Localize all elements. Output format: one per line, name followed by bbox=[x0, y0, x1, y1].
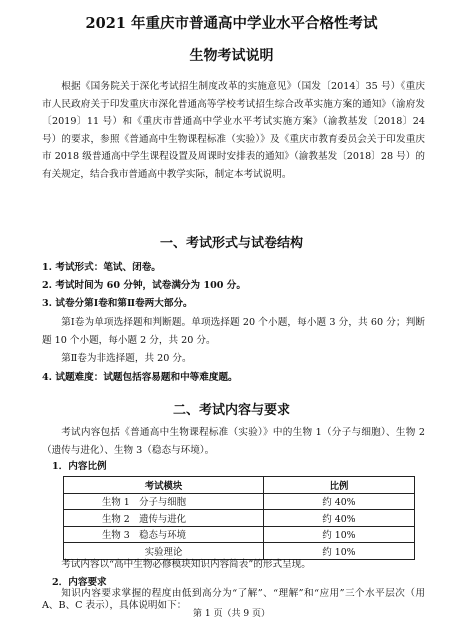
section1-para1: 第Ⅰ卷为单项选择题和判断题。单项选择题 20 个小题，每小题 3 分，共 60 分；判断题 10 个小题，每小题 2 分，共 20 分。 bbox=[42, 317, 425, 346]
table-row bbox=[64, 526, 415, 543]
table-cell: 约 10% bbox=[264, 526, 415, 543]
table-cell: 生物 1 分子与细胞 bbox=[64, 493, 264, 510]
content-requirement-heading: 2．内容要求 bbox=[52, 577, 107, 588]
intro-paragraph: 根据《国务院关于深化考试招生制度改革的实施意见》（国发〔2014〕35 号）《重庆市人民政府关于印发重庆市深化普通高等学校考试招生综合改革实施方案的通知》（渝府发〔2019〕11 号）和《重庆市普通高中学业水平考试实施方案》（渝教基发〔2018〕24 号）的要求，参照《普通高中生物课程标准（实验）》及《重庆市教育委员会关于印发重庆市 2018 级普通高中学生课程设置及周课时安排表的通知》（渝教基发〔2018〕28 号）的有关规定，结合我市普通高中教学实际，制定本考试说明。 bbox=[42, 81, 425, 180]
section1-heading: 一、考试形式与试卷结构 bbox=[159, 236, 303, 251]
table-header-cell: 比例 bbox=[264, 477, 415, 494]
section2-intro: 考试内容包括《普通高中生物课程标准（实验）》中的生物 1（分子与细胞）、生物 2（遗传与进化）、生物 3（稳态与环境）。 bbox=[42, 427, 425, 456]
requirement-paragraph: 知识内容要求掌握的程度由低到高分为“了解”、“理解”和“应用”三个水平层次（用 A、B、C 表示），具体说明如下： bbox=[42, 588, 425, 611]
after-table-note: 考试内容以“高中生物必修模块知识内容简表”的形式呈现。 bbox=[61, 559, 311, 570]
table-header-row bbox=[64, 477, 415, 494]
table-cell: 约 40% bbox=[264, 493, 415, 510]
section1-item4: 4. 试题难度：试题包括容易题和中等难度题。 bbox=[42, 372, 238, 383]
table-cell: 生物 2 遗传与进化 bbox=[64, 510, 264, 527]
content-ratio-heading: 1．内容比例 bbox=[52, 461, 107, 472]
table-header-cell: 考试模块 bbox=[64, 477, 264, 494]
section1-item2: 2. 考试时间为 60 分钟，试卷满分为 100 分。 bbox=[42, 280, 246, 291]
section1-para2: 第Ⅱ卷为非选择题，共 20 分。 bbox=[61, 353, 192, 364]
table-cell: 约 40% bbox=[264, 510, 415, 527]
document-title: 2021 年重庆市普通高中学业水平合格性考试 bbox=[85, 15, 378, 32]
page-footer: 第 1 页（共 9 页） bbox=[193, 609, 270, 619]
document-subtitle: 生物考试说明 bbox=[189, 48, 274, 64]
table-row bbox=[64, 493, 415, 510]
table-cell: 实验理论 bbox=[64, 543, 264, 560]
section1-item1: 1. 考试形式：笔试、闭卷。 bbox=[42, 262, 161, 273]
section2-heading: 二、考试内容与要求 bbox=[172, 403, 290, 418]
content-ratio-table bbox=[63, 476, 415, 560]
section1-item3: 3. 试卷分第Ⅰ卷和第Ⅱ卷两大部分。 bbox=[42, 298, 193, 309]
table-cell: 生物 3 稳态与环境 bbox=[64, 526, 264, 543]
table-cell: 约 10% bbox=[264, 543, 415, 560]
table-row bbox=[64, 510, 415, 527]
